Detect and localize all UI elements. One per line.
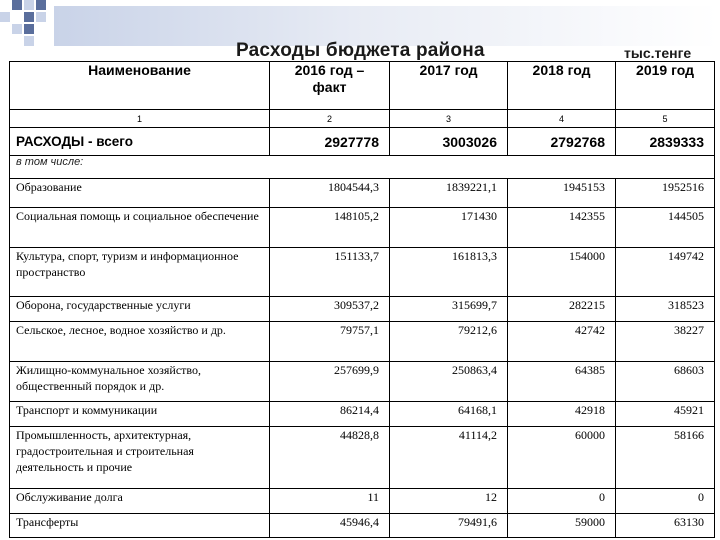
column-header: 2019 год — [616, 62, 715, 110]
row-value: 63130 — [616, 514, 715, 538]
row-value: 64385 — [508, 362, 616, 402]
row-value: 68603 — [616, 362, 715, 402]
table-row — [10, 248, 715, 297]
table-row — [10, 402, 715, 427]
column-header: 2018 год — [508, 62, 616, 110]
row-label: Сельское, лесное, водное хозяйство и др. — [10, 322, 270, 362]
table-row — [10, 179, 715, 208]
row-value: 59000 — [508, 514, 616, 538]
table-row — [10, 489, 715, 514]
decor-square — [24, 0, 34, 10]
row-value: 79491,6 — [390, 514, 508, 538]
row-value: 144505 — [616, 208, 715, 248]
row-value: 318523 — [616, 297, 715, 322]
table-row — [10, 297, 715, 322]
row-value: 45921 — [616, 402, 715, 427]
column-header: Наименование — [10, 62, 270, 110]
row-value: 1804544,3 — [270, 179, 390, 208]
row-label: Промышленность, архитектурная, градостроительная и строительная деятельность и прочие — [10, 427, 270, 489]
total-row — [10, 128, 715, 156]
row-value: 42742 — [508, 322, 616, 362]
decor-square — [36, 0, 46, 10]
row-value: 282215 — [508, 297, 616, 322]
row-value: 142355 — [508, 208, 616, 248]
row-value: 0 — [508, 489, 616, 514]
row-value: 79757,1 — [270, 322, 390, 362]
table-row — [10, 427, 715, 489]
decor-square — [24, 24, 34, 34]
row-value: 149742 — [616, 248, 715, 297]
row-label: Образование — [10, 179, 270, 208]
row-value: 171430 — [390, 208, 508, 248]
row-label: Оборона, государственные услуги — [10, 297, 270, 322]
row-value: 309537,2 — [270, 297, 390, 322]
row-label: Транспорт и коммуникации — [10, 402, 270, 427]
table-header-row — [10, 62, 715, 110]
row-label: Жилищно-коммунальное хозяйство, общественный порядок и др. — [10, 362, 270, 402]
row-value: 1945153 — [508, 179, 616, 208]
row-value: 38227 — [616, 322, 715, 362]
column-number: 2 — [270, 110, 390, 128]
row-value: 12 — [390, 489, 508, 514]
total-value: 2839333 — [616, 128, 715, 156]
decor-square — [0, 12, 10, 22]
row-value: 148105,2 — [270, 208, 390, 248]
including-label: в том числе: — [10, 156, 715, 179]
row-value: 11 — [270, 489, 390, 514]
row-value: 315699,7 — [390, 297, 508, 322]
row-value: 1839221,1 — [390, 179, 508, 208]
decor-square — [24, 36, 34, 46]
table-row — [10, 514, 715, 538]
row-value: 60000 — [508, 427, 616, 489]
column-header: 2016 год – факт — [270, 62, 390, 110]
row-value: 58166 — [616, 427, 715, 489]
total-value: 2792768 — [508, 128, 616, 156]
row-value: 45946,4 — [270, 514, 390, 538]
decor-square — [12, 0, 22, 10]
row-value: 64168,1 — [390, 402, 508, 427]
decor-square — [12, 24, 22, 34]
total-value: 3003026 — [390, 128, 508, 156]
column-number: 5 — [616, 110, 715, 128]
row-value: 41114,2 — [390, 427, 508, 489]
units-label: тыс.тенге — [624, 45, 692, 61]
table-row — [10, 322, 715, 362]
budget-table — [9, 61, 715, 538]
table-row — [10, 208, 715, 248]
row-value: 79212,6 — [390, 322, 508, 362]
row-label: Социальная помощь и социальное обеспечение — [10, 208, 270, 248]
row-value: 250863,4 — [390, 362, 508, 402]
total-value: 2927778 — [270, 128, 390, 156]
row-label: Обслуживание долга — [10, 489, 270, 514]
row-value: 1952516 — [616, 179, 715, 208]
row-value: 44828,8 — [270, 427, 390, 489]
row-value: 151133,7 — [270, 248, 390, 297]
row-label: Трансферты — [10, 514, 270, 538]
row-value: 42918 — [508, 402, 616, 427]
table-row — [10, 362, 715, 402]
column-number: 4 — [508, 110, 616, 128]
total-label: РАСХОДЫ - всего — [10, 128, 270, 156]
including-row — [10, 156, 715, 179]
row-value: 0 — [616, 489, 715, 514]
column-number-row — [10, 110, 715, 128]
column-number: 3 — [390, 110, 508, 128]
page-title: Расходы бюджета района — [236, 40, 485, 61]
row-value: 86214,4 — [270, 402, 390, 427]
row-value: 161813,3 — [390, 248, 508, 297]
decor-square — [24, 12, 34, 22]
column-number: 1 — [10, 110, 270, 128]
row-value: 257699,9 — [270, 362, 390, 402]
column-header: 2017 год — [390, 62, 508, 110]
row-value: 154000 — [508, 248, 616, 297]
decor-square — [36, 12, 46, 22]
row-label: Культура, спорт, туризм и информационное пространство — [10, 248, 270, 297]
